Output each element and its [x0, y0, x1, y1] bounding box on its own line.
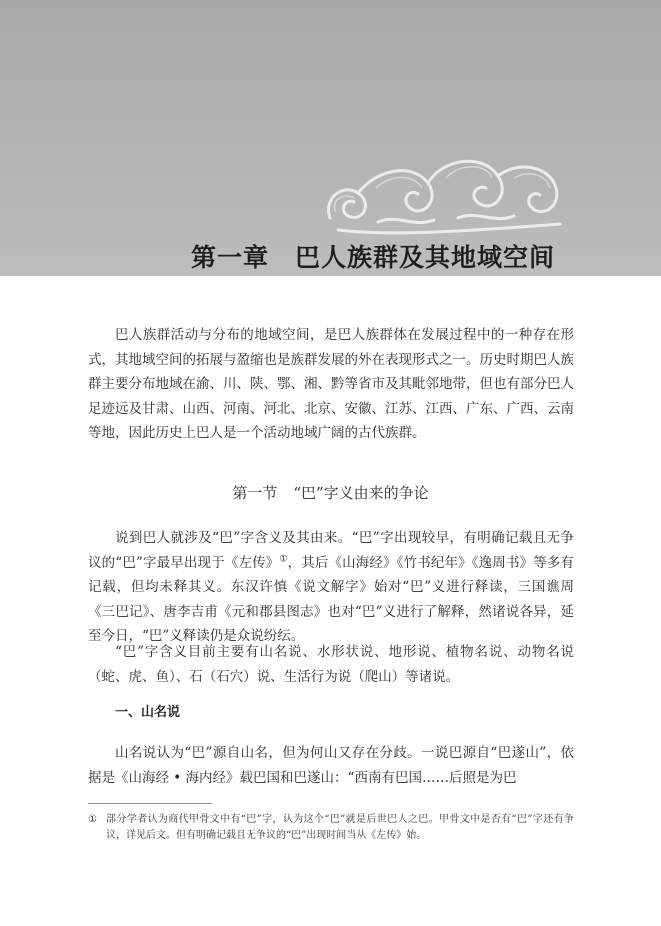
section-name: “巴”字义由来的争论	[293, 484, 429, 502]
chapter-banner	[0, 0, 661, 276]
paragraph-2-text-a: 说到巴人就涉及“巴”字含义及其由来。“巴”字出现较早，有明确记载且无争议的“巴”字最早出现于《左传》	[88, 530, 574, 571]
chapter-number: 第一章	[190, 243, 269, 272]
paragraph-4: 山名说认为“巴”源自山名，但为何山又存在分歧。一说巴源自“巴遂山”，依据是《山海经 • 海内经》载巴国和巴遂山：“西南有巴国……后照是为巴	[88, 745, 574, 786]
footnote-reference[interactable]: ①	[279, 554, 288, 564]
paragraph-3: “巴”字含义目前主要有山名说、水形状说、地形说、植物名说、动物名说（蛇、虎、鱼）、石（石穴）说、生活行为说（爬山）等诸说。	[88, 644, 574, 685]
section-title	[0, 482, 661, 503]
footnote	[88, 812, 574, 844]
chapter-name: 巴人族群及其地域空间	[294, 243, 555, 272]
intro-paragraph: 巴人族群活动与分布的地域空间，是巴人族群体在发展过程中的一种存在形式，其地域空间的拓展与盈缩也是族群发展的外在表现形式之一。历史时期巴人族群主要分布地域在渝、川、陕、鄂、湘、黔等省市及其毗邻地带，但也有部分巴人足迹远及甘肃、山西、河南、河北、北京、安徽、江苏、江西、广东、广西、云南等地，因此历史上巴人是一个活动地域广阔的古代族群。	[88, 327, 574, 441]
cloud-swirl-ornament-icon	[318, 148, 568, 240]
footnote-mark: ①	[88, 814, 97, 825]
subsection-heading: 一、山名说	[115, 705, 181, 720]
section-number: 第一节	[232, 484, 278, 502]
footnote-text: 部分学者认为商代甲骨文中有“巴”字，认为这个“巴”就是后世巴人之巴。甲骨文中是否有“巴”字还有争议，详见后文。但有明确记载且无争议的“巴”出现时间当从《左传》始。	[106, 814, 574, 841]
footnote-divider	[88, 803, 212, 804]
chapter-title	[191, 238, 555, 274]
paragraph-2	[88, 526, 574, 649]
paragraph-2-text-b: ，其后《山海经》《竹书纪年》《逸周书》等多有记载，但均未释其义。东汉许慎《说文解字》始对“巴”义进行释读，三国谯周《三巴记》、唐李吉甫《元和郡县图志》也对“巴”义进行了解释，然诸说各异，延至今日，“巴”义释读仍是众说纷纭。	[88, 554, 574, 644]
